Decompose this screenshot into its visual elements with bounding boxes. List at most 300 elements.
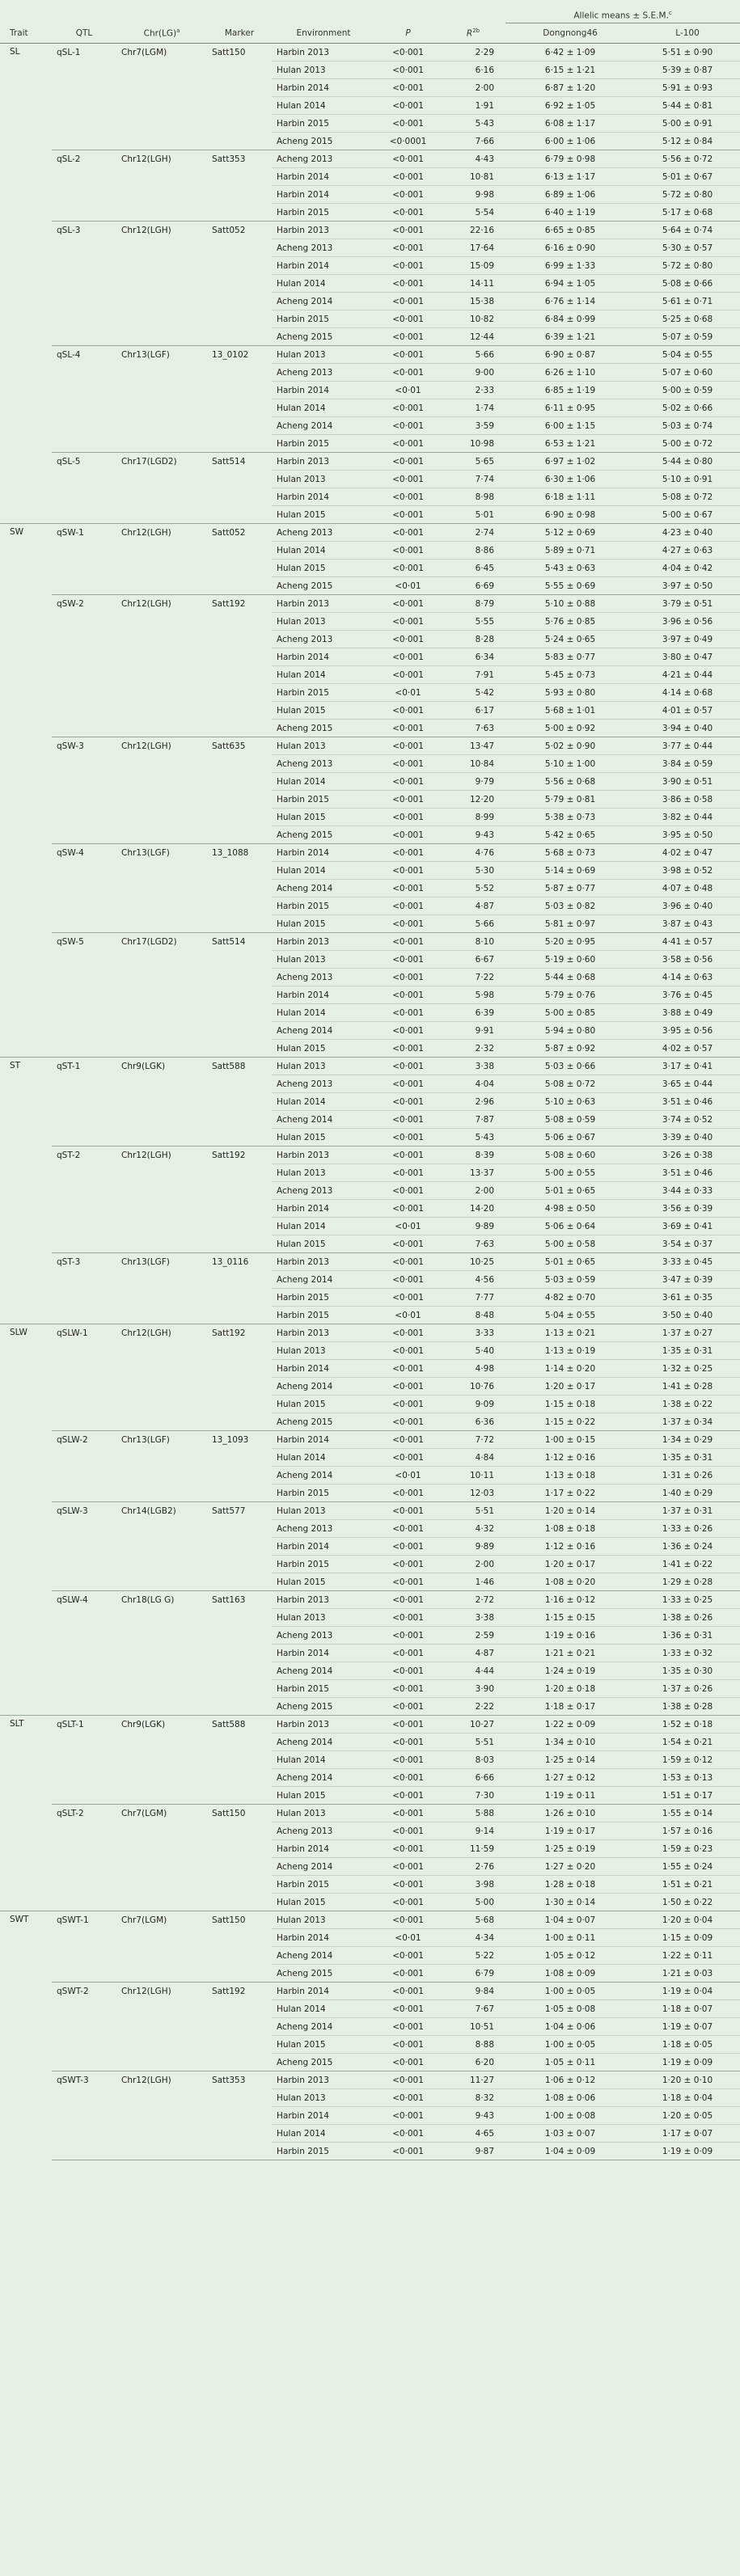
- l100-cell: 4·02 ± 0·47: [635, 844, 740, 862]
- chr-cell: [116, 969, 207, 986]
- l100-cell: 4·14 ± 0·68: [635, 684, 740, 702]
- marker-cell: [207, 1307, 272, 1324]
- r2-cell: 2·00: [441, 79, 505, 97]
- chr-cell: [116, 1129, 207, 1147]
- r2-cell: 7·87: [441, 1111, 505, 1129]
- qtl-cell: [52, 2107, 116, 2125]
- r2-cell: 5·51: [441, 1502, 505, 1520]
- environment-cell: Acheng 2015: [272, 2054, 375, 2071]
- chr-cell: Chr13(LGF): [116, 1253, 207, 1271]
- dongnong46-cell: 1·16 ± 0·12: [505, 1591, 635, 1609]
- p-value-cell: <0·001: [375, 1484, 441, 1502]
- table-row: [0, 1235, 740, 1253]
- dongnong46-cell: 5·00 ± 0·85: [505, 1004, 635, 1022]
- table-row: [0, 1858, 740, 1876]
- marker-cell: Satt052: [207, 222, 272, 239]
- r2-cell: 8·39: [441, 1147, 505, 1164]
- chr-cell: Chr13(LGF): [116, 346, 207, 364]
- marker-cell: [207, 1840, 272, 1858]
- table-row: [0, 1840, 740, 1858]
- dongnong46-cell: 1·08 ± 0·06: [505, 2089, 635, 2107]
- marker-cell: [207, 257, 272, 275]
- chr-cell: [116, 1271, 207, 1289]
- trait-cell: SWT: [0, 1911, 52, 2160]
- marker-cell: [207, 542, 272, 560]
- l100-cell: 1·15 ± 0·09: [635, 1929, 740, 1947]
- r2-cell: 6·17: [441, 702, 505, 720]
- table-row: [0, 755, 740, 773]
- environment-cell: Acheng 2014: [272, 1467, 375, 1484]
- trait-cell: SL: [0, 44, 52, 524]
- p-value-cell: <0·001: [375, 1022, 441, 1040]
- dongnong46-cell: 5·10 ± 0·63: [505, 1093, 635, 1111]
- l100-cell: 1·37 ± 0·34: [635, 1413, 740, 1431]
- qtl-cell: qSWT-1: [52, 1911, 116, 1929]
- table-row: [0, 1716, 740, 1734]
- qtl-cell: [52, 2089, 116, 2107]
- table-row: [0, 1093, 740, 1111]
- chr-cell: [116, 1467, 207, 1484]
- dongnong46-cell: 1·24 ± 0·19: [505, 1662, 635, 1680]
- dongnong46-cell: 6·97 ± 1·02: [505, 453, 635, 471]
- qtl-cell: qSW-3: [52, 737, 116, 755]
- l100-cell: 3·95 ± 0·56: [635, 1022, 740, 1040]
- qtl-cell: [52, 862, 116, 880]
- table-row: [0, 1289, 740, 1307]
- dongnong46-cell: 5·06 ± 0·64: [505, 1218, 635, 1235]
- qtl-cell: [52, 79, 116, 97]
- l100-cell: 1·59 ± 0·23: [635, 1840, 740, 1858]
- environment-cell: Hulan 2014: [272, 275, 375, 293]
- environment-cell: Hulan 2013: [272, 61, 375, 79]
- chr-cell: Chr12(LGH): [116, 595, 207, 613]
- marker-cell: 13_1093: [207, 1431, 272, 1449]
- p-value-cell: <0·001: [375, 1840, 441, 1858]
- dongnong46-cell: 1·14 ± 0·20: [505, 1360, 635, 1378]
- marker-cell: [207, 1734, 272, 1751]
- p-value-cell: <0·001: [375, 1200, 441, 1218]
- dongnong46-cell: 1·27 ± 0·20: [505, 1858, 635, 1876]
- dongnong46-cell: 1·27 ± 0·12: [505, 1769, 635, 1787]
- chr-cell: [116, 1022, 207, 1040]
- qtl-cell: [52, 471, 116, 488]
- environment-cell: Harbin 2015: [272, 1876, 375, 1894]
- l100-cell: 5·08 ± 0·66: [635, 275, 740, 293]
- table-row: [0, 1876, 740, 1894]
- r2-cell: 3·33: [441, 1324, 505, 1342]
- p-value-cell: <0·001: [375, 488, 441, 506]
- dongnong46-cell: 6·79 ± 0·98: [505, 150, 635, 168]
- chr-cell: [116, 915, 207, 933]
- environment-cell: Harbin 2014: [272, 648, 375, 666]
- qtl-cell: [52, 1645, 116, 1662]
- table-row: [0, 382, 740, 399]
- marker-cell: [207, 684, 272, 702]
- dongnong46-cell: 6·53 ± 1·21: [505, 435, 635, 453]
- l100-cell: 5·39 ± 0·87: [635, 61, 740, 79]
- table-row: [0, 2071, 740, 2089]
- l100-cell: 1·29 ± 0·28: [635, 1573, 740, 1591]
- l100-cell: 3·26 ± 0·38: [635, 1147, 740, 1164]
- l100-cell: 3·58 ± 0·56: [635, 951, 740, 969]
- chr-cell: [116, 1822, 207, 1840]
- table-row: [0, 1645, 740, 1662]
- p-value-cell: <0·001: [375, 826, 441, 844]
- marker-cell: [207, 791, 272, 809]
- marker-cell: [207, 897, 272, 915]
- l100-cell: 3·74 ± 0·52: [635, 1111, 740, 1129]
- p-value-cell: <0·001: [375, 79, 441, 97]
- r2-cell: 2·72: [441, 1591, 505, 1609]
- l100-cell: 3·56 ± 0·39: [635, 1200, 740, 1218]
- environment-cell: Acheng 2013: [272, 1627, 375, 1645]
- dongnong46-cell: 6·89 ± 1·06: [505, 186, 635, 204]
- l100-cell: 3·61 ± 0·35: [635, 1289, 740, 1307]
- r2-cell: 5·66: [441, 915, 505, 933]
- l100-cell: 3·50 ± 0·40: [635, 1307, 740, 1324]
- table-row: [0, 1004, 740, 1022]
- qtl-cell: [52, 1734, 116, 1751]
- r2-cell: 2·33: [441, 382, 505, 399]
- environment-cell: Harbin 2015: [272, 1289, 375, 1307]
- environment-cell: Hulan 2014: [272, 1093, 375, 1111]
- qtl-cell: [52, 133, 116, 150]
- marker-cell: Satt150: [207, 44, 272, 61]
- qtl-cell: [52, 791, 116, 809]
- environment-cell: Harbin 2015: [272, 204, 375, 222]
- l100-cell: 3·51 ± 0·46: [635, 1164, 740, 1182]
- p-value-cell: <0·001: [375, 275, 441, 293]
- r2-cell: 3·90: [441, 1680, 505, 1698]
- table-row: [0, 986, 740, 1004]
- table-row: [0, 2036, 740, 2054]
- table-row: [0, 488, 740, 506]
- qtl-cell: [52, 257, 116, 275]
- environment-cell: Harbin 2014: [272, 1200, 375, 1218]
- environment-cell: Hulan 2014: [272, 1751, 375, 1769]
- environment-cell: Hulan 2014: [272, 666, 375, 684]
- l100-cell: 1·31 ± 0·26: [635, 1467, 740, 1484]
- r2-cell: 8·03: [441, 1751, 505, 1769]
- qtl-cell: [52, 666, 116, 684]
- environment-cell: Acheng 2014: [272, 1858, 375, 1876]
- chr-cell: [116, 1235, 207, 1253]
- p-value-cell: <0·001: [375, 773, 441, 791]
- environment-cell: Hulan 2015: [272, 1573, 375, 1591]
- r2-cell: 5·68: [441, 1911, 505, 1929]
- chr-cell: [116, 364, 207, 382]
- p-value-cell: <0·001: [375, 1769, 441, 1787]
- marker-cell: [207, 1289, 272, 1307]
- qtl-cell: [52, 826, 116, 844]
- qtl-cell: [52, 773, 116, 791]
- table-row: [0, 186, 740, 204]
- environment-cell: Acheng 2013: [272, 1822, 375, 1840]
- marker-cell: [207, 382, 272, 399]
- r2-cell: 10·76: [441, 1378, 505, 1396]
- environment-cell: Harbin 2013: [272, 453, 375, 471]
- l100-cell: 3·86 ± 0·58: [635, 791, 740, 809]
- qtl-cell: [52, 969, 116, 986]
- chr-cell: [116, 1200, 207, 1218]
- p-value-cell: <0·001: [375, 1253, 441, 1271]
- marker-cell: [207, 613, 272, 631]
- environment-cell: Acheng 2014: [272, 880, 375, 897]
- table-row: [0, 44, 740, 61]
- r2-cell: 12·03: [441, 1484, 505, 1502]
- l100-cell: 1·20 ± 0·10: [635, 2071, 740, 2089]
- marker-cell: [207, 862, 272, 880]
- r2-cell: 6·69: [441, 577, 505, 595]
- marker-cell: [207, 1484, 272, 1502]
- p-value-cell: <0·001: [375, 1947, 441, 1965]
- r2-cell: 6·67: [441, 951, 505, 969]
- qtl-cell: [52, 115, 116, 133]
- r2-cell: 3·59: [441, 417, 505, 435]
- l100-cell: 3·65 ± 0·44: [635, 1075, 740, 1093]
- l100-cell: 4·21 ± 0·44: [635, 666, 740, 684]
- dongnong46-cell: 1·06 ± 0·12: [505, 2071, 635, 2089]
- chr-cell: [116, 880, 207, 897]
- marker-cell: [207, 168, 272, 186]
- l100-cell: 5·12 ± 0·84: [635, 133, 740, 150]
- r2-cell: 7·72: [441, 1431, 505, 1449]
- marker-cell: [207, 1164, 272, 1182]
- qtl-cell: [52, 1182, 116, 1200]
- environment-cell: Acheng 2015: [272, 1965, 375, 1983]
- qtl-cell: [52, 1307, 116, 1324]
- chr-cell: [116, 631, 207, 648]
- marker-cell: [207, 2089, 272, 2107]
- qtl-cell: qSLT-2: [52, 1805, 116, 1822]
- r2-cell: 2·32: [441, 1040, 505, 1058]
- environment-cell: Acheng 2015: [272, 720, 375, 737]
- environment-cell: Acheng 2014: [272, 417, 375, 435]
- marker-cell: [207, 1093, 272, 1111]
- table-row: [0, 346, 740, 364]
- environment-cell: Harbin 2015: [272, 897, 375, 915]
- table-row: [0, 702, 740, 720]
- chr-cell: [116, 2000, 207, 2018]
- dongnong46-cell: 1·17 ± 0·22: [505, 1484, 635, 1502]
- p-value-cell: <0·001: [375, 115, 441, 133]
- environment-cell: Harbin 2013: [272, 1591, 375, 1609]
- chr-cell: [116, 1627, 207, 1645]
- chr-cell: Chr13(LGF): [116, 1431, 207, 1449]
- r2-cell: 8·28: [441, 631, 505, 648]
- environment-cell: Hulan 2014: [272, 399, 375, 417]
- environment-cell: Harbin 2014: [272, 79, 375, 97]
- chr-cell: Chr14(LGB2): [116, 1502, 207, 1520]
- r2-cell: 10·27: [441, 1716, 505, 1734]
- dongnong46-cell: 6·42 ± 1·09: [505, 44, 635, 61]
- dongnong46-cell: 5·01 ± 0·65: [505, 1253, 635, 1271]
- qtl-cell: [52, 1538, 116, 1556]
- environment-cell: Harbin 2013: [272, 1147, 375, 1164]
- table-row: [0, 1218, 740, 1235]
- environment-cell: Harbin 2014: [272, 1645, 375, 1662]
- p-value-cell: <0·001: [375, 346, 441, 364]
- environment-cell: Acheng 2013: [272, 969, 375, 986]
- qtl-cell: [52, 542, 116, 560]
- qtl-cell: [52, 275, 116, 293]
- dongnong46-cell: 1·21 ± 0·21: [505, 1645, 635, 1662]
- dongnong46-cell: 5·38 ± 0·73: [505, 809, 635, 826]
- marker-cell: Satt150: [207, 1911, 272, 1929]
- marker-cell: [207, 488, 272, 506]
- environment-cell: Harbin 2014: [272, 488, 375, 506]
- chr-cell: [116, 1075, 207, 1093]
- table-row: [0, 2125, 740, 2143]
- l100-cell: 1·17 ± 0·07: [635, 2125, 740, 2143]
- environment-cell: Hulan 2013: [272, 737, 375, 755]
- qtl-cell: qST-2: [52, 1147, 116, 1164]
- r2-cell: 6·39: [441, 1004, 505, 1022]
- l100-cell: 5·56 ± 0·72: [635, 150, 740, 168]
- l100-cell: 5·72 ± 0·80: [635, 186, 740, 204]
- dongnong46-cell: 1·19 ± 0·17: [505, 1822, 635, 1840]
- environment-cell: Acheng 2015: [272, 133, 375, 150]
- l100-cell: 3·76 ± 0·45: [635, 986, 740, 1004]
- l100-cell: 1·33 ± 0·25: [635, 1591, 740, 1609]
- r2-cell: 9·84: [441, 1983, 505, 2000]
- r2-cell: 4·65: [441, 2125, 505, 2143]
- qtl-cell: [52, 435, 116, 453]
- l100-cell: 5·44 ± 0·80: [635, 453, 740, 471]
- table-row: [0, 1573, 740, 1591]
- r2-cell: 4·32: [441, 1520, 505, 1538]
- dongnong46-cell: 1·08 ± 0·09: [505, 1965, 635, 1983]
- p-value-cell: <0·001: [375, 1876, 441, 1894]
- marker-cell: [207, 1573, 272, 1591]
- col-chr: Chr(LG)$^a$: [116, 23, 207, 44]
- p-value-cell: <0·001: [375, 204, 441, 222]
- table-row: [0, 631, 740, 648]
- l100-cell: 3·47 ± 0·39: [635, 1271, 740, 1289]
- dongnong46-cell: 6·40 ± 1·19: [505, 204, 635, 222]
- l100-cell: 3·94 ± 0·40: [635, 720, 740, 737]
- dongnong46-cell: 5·83 ± 0·77: [505, 648, 635, 666]
- qtl-cell: [52, 809, 116, 826]
- qtl-cell: [52, 1484, 116, 1502]
- chr-cell: [116, 1307, 207, 1324]
- r2-cell: 10·98: [441, 435, 505, 453]
- qtl-cell: [52, 2000, 116, 2018]
- marker-cell: [207, 880, 272, 897]
- l100-cell: 5·44 ± 0·81: [635, 97, 740, 115]
- col-p: P: [375, 23, 441, 44]
- marker-cell: [207, 1822, 272, 1840]
- table-row: [0, 222, 740, 239]
- p-value-cell: <0·001: [375, 880, 441, 897]
- r2-cell: 10·84: [441, 755, 505, 773]
- dongnong46-cell: 5·14 ± 0·69: [505, 862, 635, 880]
- p-value-cell: <0·001: [375, 1645, 441, 1662]
- table-row: [0, 1609, 740, 1627]
- dongnong46-cell: 6·76 ± 1·14: [505, 293, 635, 310]
- l100-cell: 1·38 ± 0·26: [635, 1609, 740, 1627]
- qtl-cell: qSWT-2: [52, 1983, 116, 2000]
- qtl-cell: [52, 2125, 116, 2143]
- table-row: [0, 275, 740, 293]
- qtl-cell: [52, 1751, 116, 1769]
- dongnong46-cell: 6·92 ± 1·05: [505, 97, 635, 115]
- p-value-cell: <0·001: [375, 1609, 441, 1627]
- r2-cell: 9·43: [441, 2107, 505, 2125]
- l100-cell: 4·23 ± 0·40: [635, 524, 740, 542]
- marker-cell: [207, 2000, 272, 2018]
- dongnong46-cell: 1·19 ± 0·16: [505, 1627, 635, 1645]
- dongnong46-cell: 6·84 ± 0·99: [505, 310, 635, 328]
- r2-cell: 15·38: [441, 293, 505, 310]
- l100-cell: 1·37 ± 0·31: [635, 1502, 740, 1520]
- environment-cell: Acheng 2015: [272, 328, 375, 346]
- qtl-cell: qSLW-4: [52, 1591, 116, 1609]
- dongnong46-cell: 5·03 ± 0·66: [505, 1058, 635, 1075]
- p-value-cell: <0·01: [375, 382, 441, 399]
- p-value-cell: <0·001: [375, 150, 441, 168]
- dongnong46-cell: 5·68 ± 0·73: [505, 844, 635, 862]
- environment-cell: Harbin 2015: [272, 1484, 375, 1502]
- chr-cell: Chr12(LGH): [116, 2071, 207, 2089]
- p-value-cell: <0·001: [375, 648, 441, 666]
- environment-cell: Hulan 2015: [272, 1040, 375, 1058]
- chr-cell: [116, 1538, 207, 1556]
- chr-cell: [116, 1698, 207, 1716]
- marker-cell: [207, 1342, 272, 1360]
- r2-cell: 2·76: [441, 1858, 505, 1876]
- environment-cell: Harbin 2014: [272, 382, 375, 399]
- chr-cell: [116, 293, 207, 310]
- l100-cell: 1·33 ± 0·26: [635, 1520, 740, 1538]
- r2-cell: 7·63: [441, 1235, 505, 1253]
- qtl-cell: [52, 488, 116, 506]
- p-value-cell: <0·001: [375, 631, 441, 648]
- dongnong46-cell: 5·00 ± 0·58: [505, 1235, 635, 1253]
- dongnong46-cell: 5·24 ± 0·65: [505, 631, 635, 648]
- chr-cell: [116, 1556, 207, 1573]
- p-value-cell: <0·001: [375, 1805, 441, 1822]
- p-value-cell: <0·001: [375, 1573, 441, 1591]
- p-value-cell: <0·001: [375, 791, 441, 809]
- l100-cell: 5·72 ± 0·80: [635, 257, 740, 275]
- environment-cell: Acheng 2015: [272, 1413, 375, 1431]
- table-row: [0, 1627, 740, 1645]
- qtl-cell: [52, 1965, 116, 1983]
- marker-cell: [207, 1609, 272, 1627]
- dongnong46-cell: 1·05 ± 0·12: [505, 1947, 635, 1965]
- l100-cell: 1·36 ± 0·24: [635, 1538, 740, 1556]
- environment-cell: Acheng 2013: [272, 631, 375, 648]
- r2-cell: 2·00: [441, 1556, 505, 1573]
- table-header: [0, 0, 740, 44]
- r2-cell: 1·46: [441, 1573, 505, 1591]
- marker-cell: [207, 471, 272, 488]
- environment-cell: Hulan 2014: [272, 862, 375, 880]
- dongnong46-cell: 6·00 ± 1·06: [505, 133, 635, 150]
- environment-cell: Hulan 2014: [272, 773, 375, 791]
- r2-cell: 9·98: [441, 186, 505, 204]
- chr-cell: [116, 2054, 207, 2071]
- environment-cell: Harbin 2014: [272, 1431, 375, 1449]
- chr-cell: [116, 488, 207, 506]
- chr-cell: [116, 257, 207, 275]
- p-value-cell: <0·0001: [375, 133, 441, 150]
- table-row: [0, 79, 740, 97]
- dongnong46-cell: 1·15 ± 0·15: [505, 1609, 635, 1627]
- l100-cell: 3·96 ± 0·56: [635, 613, 740, 631]
- environment-cell: Hulan 2014: [272, 1449, 375, 1467]
